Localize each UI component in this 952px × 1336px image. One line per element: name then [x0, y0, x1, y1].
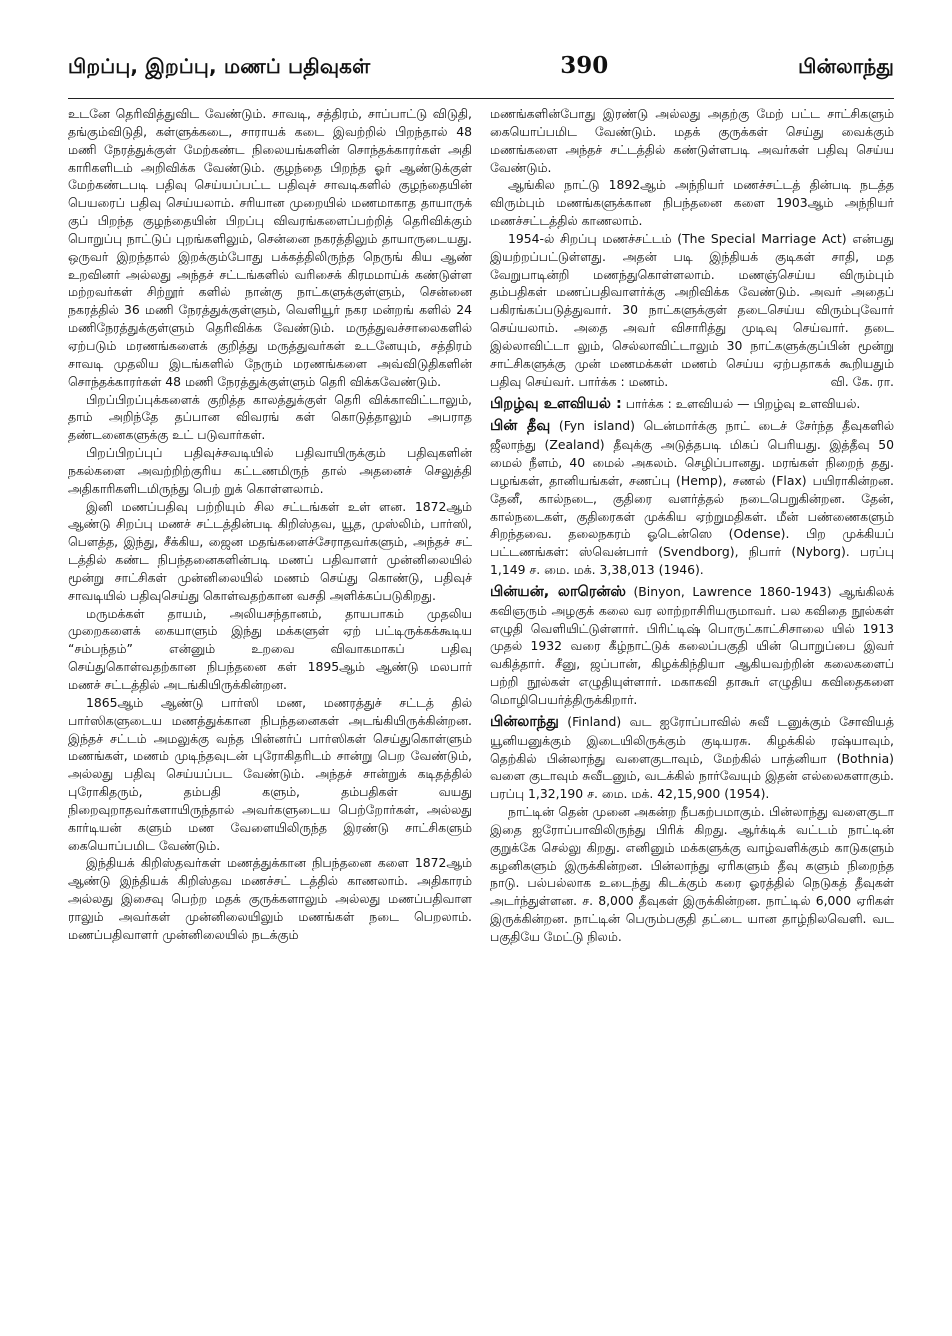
entry-headword: பிறழ்வு உளவியல் : [490, 395, 622, 412]
entry-headword: பின்யன், லாரென்ஸ் [490, 583, 626, 600]
paragraph [490, 230, 894, 391]
running-head-right: பின்லாந்து [798, 54, 894, 78]
paragraph: மருமக்கள் தாயம், அலியசந்தானம், தாயபாகம் முதலிய முறைகளைக் கையாளும் இந்து மக்களுள் ஏற் பட்டிருக்கக்கூடிய “சம்பந்தம்” என்னும் உறவை விவாகமாகப் பதிவு செய்துகொள்வதற்கான நிபந்தனை கள் 1895ஆம் ஆண்டு மலபார் மணச் சட்டத்தில் அடங்கியிருக்கின்றன. [68, 605, 472, 692]
entry-text: பார்க்க : உளவியல் — பிறழ்வு உளவியல். [621, 395, 861, 411]
entry-headword: பின் தீவு [490, 418, 551, 435]
entry-text: (Binyon, Lawrence 1860-1943) ஆங்கிலக் கவிஞரும் அழகுக் கலை வர லாற்றாசிரியருமாவர். பல கவிதை நூல்கள் எழுதி வெளியிட்டுள்ளார். பிரிட்டிஷ் பொருட்காட்சிசாலை யில் 1913 முதல் 1932 வரை கீழ்நாட்டுக் கலைப்பகுதி யின் பொறுப்பை இவர் வகித்தார். சீனு, ஜப்பான், கிழக்கிந்தியா ஆகியவற்றின் கலைகளைப் பற்றி நூல்கள் எழுதியுள்ளார். மகாகவி தாகூர் எழுதிய கவிதைகளை மொழிபெயர்த்திருக்கிறார். [490, 583, 894, 707]
author-signature: வி. கே. ரா. [830, 373, 894, 389]
entry [490, 713, 894, 803]
running-header [68, 52, 894, 99]
paragraph: உடனே தெரிவித்துவிட வேண்டும். சாவடி, சத்திரம், சாப்பாட்டு விடுதி, தங்கும்விடுதி, கள்ளுக்கடை, சாராயக் கடை இவற்றில் பிறந்தால் 48 மணி நேரத்துக்குள் மேற்கண்ட நிலையங்களின் சொந்தக்காரர்கள் அதி காரிகளிடம் அறிவிக்க வேண்டும். குழந்தை பிறந்த ஓர் ஆண்டுக்குள் மேற்கண்டபடி பதிவு செய்யப்பட்ட பதிவுச் சாவடிகளில் குழந்தையின் பெயரைப் பதிவு செய்யலாம். சரியான முறையில் மணமாகாத தாயாருக் குப் பிறந்த குழந்தையின் பிறப்பு விவரங்களைப்பற்றித் தெரிவிக்கும் பொறுப்பு நாட்டுப் புறங்களிலும், சென்னை நகரத்திலும் தாயாருடையது. ஒருவர் இறந்தால் இறக்கும்போது பக்கத்திலிருந்த நெருங் கிய ஆண் உறவினர் அல்லது அந்தச் சட்டங்களில் வரிசைக் கிரமமாய்க் கண்டுள்ள மற்றவர்கள் சிற்றூர் களில் நான்கு நாட்களுக்குள்ளும், சென்னை நகரத்தில் 36 மணி நேரத்துக்குள்ளும், வெளியூர் நகர மன்றங் களில் 24 மணிநேரத்துக்குள்ளும் தெரிவிக்க வேண்டும். மருத்துவச்சாலைகளில் ஏற்படும் மரணங்களைக் குறித்து மருத்துவர்கள் உடனேயும், சத்திரம் சாவடி முதலிய இடங்களில் நேரும் மரணங்களை அவ்விடுதிகளின் சொந்தக்காரர்கள் 48 மணி நேரத்துக்குள்ளும் தெரி விக்கவேண்டும். [68, 106, 472, 389]
entry [490, 417, 894, 579]
paragraph: இனி மணப்பதிவு பற்றியும் சில சட்டங்கள் உள் ளன. 1872ஆம் ஆண்டு சிறப்பு மணச் சட்டத்தின்படி கிறிஸ்தவ, யூத, முஸ்லிம், பார்ஸி, பௌத்த, இந்து, சீக்கிய, ஜைன மதங்களைச்சேராதவர்களும், அந்தச் சட் டத்தில் கண்ட நிபந்தனைகளின்படி மணப் பதிவாளர் முன்னிலையில் மூன்று சாட்சிகள் முன்னிலையில் மணம் செய்து கொண்டு, பதிவுச் சாவடியில் பதிவுசெய்து கொள்வதற்கான வசதி அளிக்கப்படுகிறது. [68, 498, 472, 603]
text-columns [68, 105, 894, 946]
entry [490, 583, 894, 709]
paragraph: நாட்டின் தென் முனை அகன்ற நீபகற்பமாகும். பின்லாந்து வளைகுடா இதை ஐரோப்பாவிலிருந்து பிரிக் கிறது. ஆர்க்டிக் வட்டம் நாட்டின் குறுக்கே செல்லு கிறது. எனினும் மக்களுக்கு வாழ்வளிக்கும் காடுகளும் கழனிகளும் இருக்கின்றன. பின்லாந்து ஏரிகளும் தீவு களும் நிறைந்த நாடு. பல்பல்லாக உடைந்து கிடக்கும் கரை ஓரத்தில் நெடுகத் தீவுகள் அடர்ந்துள்ளன. ச. 8,000 தீவுகள் இருக்கின்றன. நாட்டில் 6,000 ஏரிகள் இருக்கின்றன. நாட்டின் பெரும்பகுதி தட்டை யான தாழ்நிலவெளி. வட பகுதியே மேட்டு நிலம். [490, 804, 894, 944]
entry [490, 395, 894, 414]
paragraph: பிறப்பிறப்புக்களைக் குறித்த காலத்துக்குள் தெரி விக்காவிட்டாலும், தாம் அறிந்தே தப்பான விவரங் கள் கொடுத்தாலும் அபராத தண்டனைகளுக்கு உட் படுவார்கள். [68, 391, 472, 443]
paragraph: ஆங்கில நாட்டு 1892ஆம் அந்நியர் மணச்சட்டத் தின்படி நடத்த விரும்பும் மணங்களுக்கான நிபந்தனை களை 1903ஆம் அந்நியர் மணச்சட்டத்தில் காணலாம். [490, 177, 894, 229]
right-column [490, 105, 894, 946]
paragraph: 1865ஆம் ஆண்டு பார்ஸி மண, மணரத்துச் சட்டத் தில் பார்ஸிகளுடைய மணத்துக்கான நிபந்தனைகள் அடங்கியிருக்கின்றன. இந்தச் சட்டம் அமலுக்கு வந்த பின்னர்ப் பார்ஸிகள் செய்துகொள்ளும் மணங்கள், மணம் முடிந்தவுடன் புரோகிதரிடம் சான்று பெற வேண்டும், அல்லது பதிவு செய்யப்பட வேண்டும். அந்தச் சான்றுக் கடிதத்தில் புரோகிதரும், தம்பதி களும், தம்பதிகள் வயது நிறைவுறாதவர்களாயிருந்தால் அவர்களுடைய பெற்றோர்கள், அல்லது கார்டியன் களும் மண வேளையிலிருந்த இரண்டு சாட்சிகளும் கையொப்பமிட வேண்டும். [68, 694, 472, 853]
paragraph-text: 1954-ல் சிறப்பு மணச்சட்டம் (The Special Marriage Act) என்பது இயற்றப்பட்டுள்ளது. அதன் படி இந்தியக் குடிகள் சாதி, மத வேறுபாடின்றி மணந்துகொள்ளலாம். மணஞ்செய்ய விரும்பும் தம்பதிகள் மணப்பதிவாளர்க்கு அறிவிக்க வேண்டும். அவர் அதைப் பகிரங்கப்படுத்துவார். 30 நாட்களுக்குள் தடைசெய்ய விரும்புவோர் செய்யலாம். அதை அவர் விசாரித்து முடிவு செய்வார். தடை இல்லாவிட்டா லும், செல்லாவிட்டாலும் 30 நாட்களுக்குப்பின் மூன்று சாட்சிகளுக்கு முன் மணமக்கள் மணம் செய்ய ஏற்பதாகக் கூறியதும் பதிவு செய்வர். பார்க்க : மணம். [490, 230, 894, 389]
entry-text: (Finland) வட ஐரோப்பாவில் சுவீ டனுக்கும் சோவியத் யூனியனுக்கும் இடையிலிருக்கும் குடியரசு. கிழக்கில் ரஷ்யாவும், தெற்கில் பின்லாந்து வளைகுடாவும், மேற்கில் பாத்னியா (Bothnia) வளை குடாவும் சுவீடனும், வடக்கில் நார்வேயும் இதன் எல்லைகளாகும். பரப்பு 1,32,190 ச. மை. மக். 42,15,900 (1954). [490, 713, 894, 802]
page-number: 390 [560, 52, 609, 79]
running-head-left: பிறப்பு, இறப்பு, மணப் பதிவுகள் [68, 54, 371, 78]
paragraph: மணங்களின்போது இரண்டு அல்லது அதற்கு மேற் பட்ட சாட்சிகளும் கையொப்பமிட வேண்டும். மதக் குருக்கள் செய்து வைக்கும் மணங்களை அந்தச் சட்டத்தில் கண்டுள்ளபடி அவர்கள் பதிவு செய்ய வேண்டும். [490, 106, 894, 175]
left-column [68, 105, 472, 946]
paragraph: பிறப்பிறப்புப் பதிவுச்சவடியில் பதிவாயிருக்கும் பதிவுகளின் நகல்களை அவற்றிற்குரிய கட்டணமிருந் தால் அதனைச் செலுத்தி அதிகாரிகளிடமிருந்து பெற் றுக் கொள்ளலாம். [68, 445, 472, 496]
paragraph: இந்தியக் கிறிஸ்தவர்கள் மணத்துக்கான நிபந்தனை களை 1872ஆம் ஆண்டு இந்தியக் கிறிஸ்தவ மணச்சட் டத்தில் காணலாம். அதிகாரம் அல்லது இசைவு பெற்ற மதக் குருக்களாலும் அல்லது மணப்பதிவாள ராலும் அவர்கள் முன்னிலையிலும் மணங்கள் நடை பெறலாம். மணப்பதிவாளர் முன்னிலையில் நடக்கும் [68, 855, 472, 942]
entry-text: (Fyn island) டென்மார்க்கு நாட் டைச் சேர்ந்த தீவுகளில் ஜீலாந்து (Zealand) தீவுக்கு அடுத்தபடி மிகப் பெரியது. இத்தீவு 50 மைல் நீளம், 40 மைல் அகலம். செழிப்பானது. மரங்கள் நிறைந் தது. பழங்கள், தானியங்கள், சணப்பு (Hemp), சணல் (Flax) பயிராகின்றன. தேனீ, கால்நடை, குதிரை வளர்த்தல் நடைபெறுகின்றன. தேன், கால்நடைகள், குதிரைகள் முக்கிய ஏற்றுமதிகள். மீன் பண்ணைகளும் சிறந்தவை. தலைநகரம் ஓடென்ஸெ (Odense). பிற முக்கியப் பட்டணங்கள்: ஸ்வென்பார் (Svendborg), நிபார் (Nyborg). பரப்பு 1,149 ச. மை. மக். 3,38,013 (1946). [490, 418, 894, 578]
entry-headword: பின்லாந்து [490, 713, 559, 730]
